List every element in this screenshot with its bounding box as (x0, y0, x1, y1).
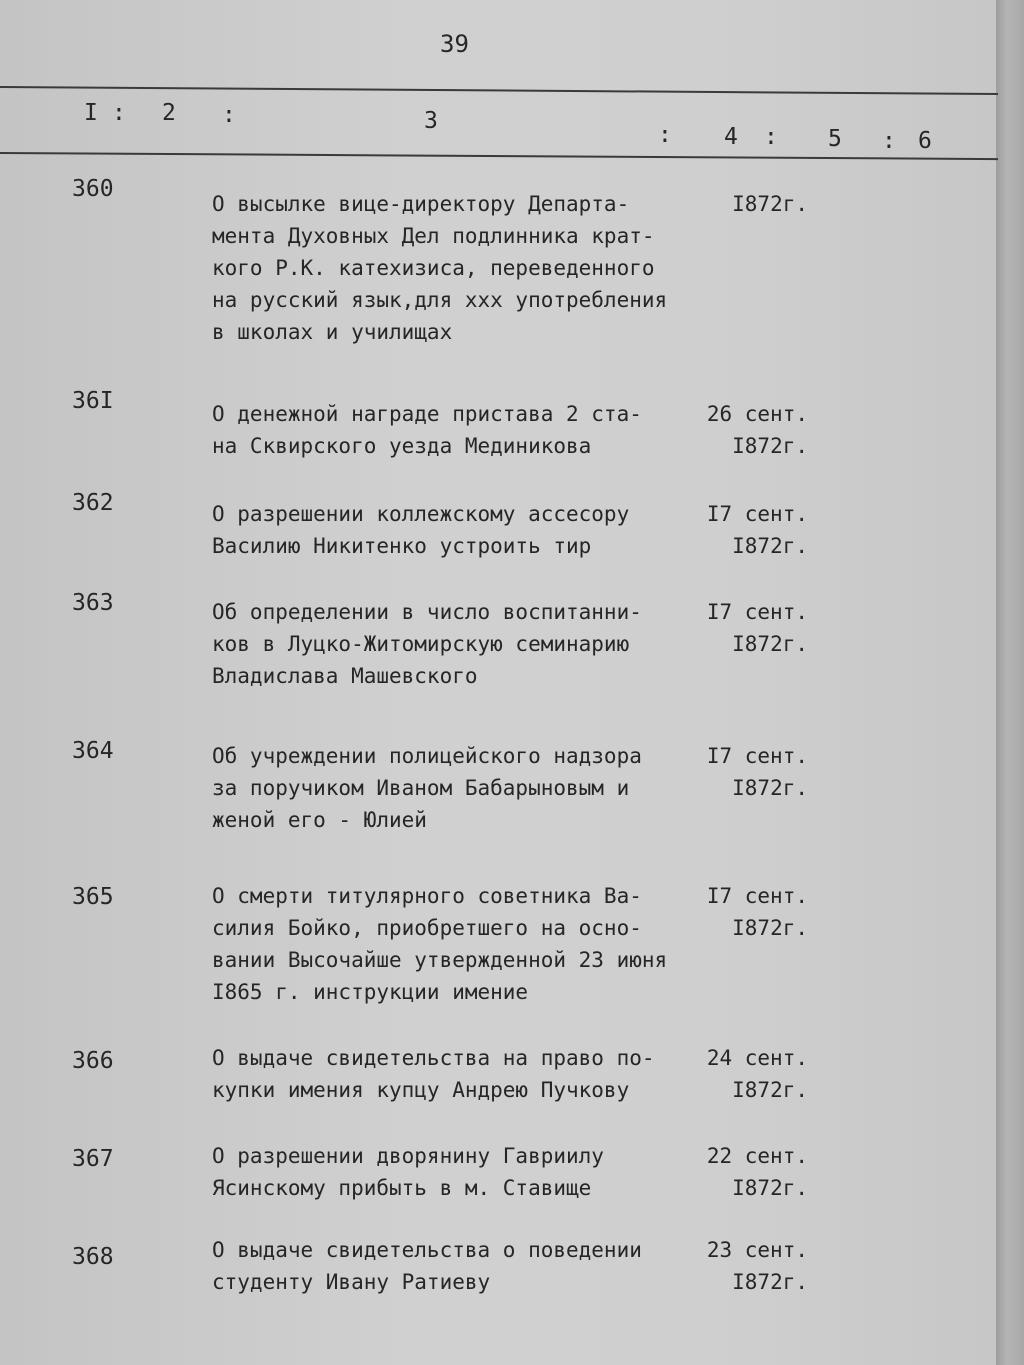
description-line: О выдаче свидетельства о поведении (212, 1238, 642, 1262)
record-number: 363 (72, 590, 114, 616)
date-line: I872г. (732, 1176, 808, 1200)
description-line: Ясинскому прибыть в м. Ставище (212, 1176, 592, 1200)
description-line: кого Р.К. катехизиса, переведенного (212, 256, 655, 280)
date-line: I872г. (732, 1270, 808, 1294)
column-separator: : (222, 102, 236, 128)
description-line: О высылке вице-директору Департа- (212, 192, 630, 216)
record-date (678, 1234, 808, 1298)
column-header-1: I (84, 100, 98, 126)
record-description (212, 1042, 702, 1106)
page-edge-shadow (996, 0, 1024, 1365)
description-line: купки имения купцу Андрею Пучкову (212, 1078, 630, 1102)
column-header-2: 2 (162, 100, 176, 126)
description-line: О выдаче свидетельства на право по- (212, 1046, 655, 1070)
date-line: I872г. (732, 632, 808, 656)
column-header-4: 4 (724, 124, 738, 150)
date-line: I7 сент. (706, 600, 808, 624)
record-date (678, 880, 808, 944)
description-line: О денежной награде пристава 2 ста- (212, 402, 642, 426)
description-line: силия Бойко, приобретшего на осно- (212, 916, 642, 940)
description-line: Об учреждении полицейского надзора (212, 744, 642, 768)
record-number: 365 (72, 884, 114, 910)
description-line: I865 г. инструкции имение (212, 980, 529, 1004)
column-separator: : (658, 122, 672, 148)
record-date (678, 740, 808, 804)
record-number: 366 (72, 1048, 114, 1074)
description-line: за поручиком Иваном Бабарыновым и (212, 776, 630, 800)
date-line: 23 сент. (706, 1238, 808, 1262)
date-line: I872г. (732, 434, 808, 458)
record-date (678, 1042, 808, 1106)
description-line: мента Духовных Дел подлинника крат- (212, 224, 655, 248)
column-separator: : (764, 124, 778, 150)
description-line: студенту Ивану Ратиеву (212, 1270, 491, 1294)
date-line: I872г. (732, 916, 808, 940)
description-line: Василию Никитенко устроить тир (212, 534, 592, 558)
record-description (212, 188, 702, 348)
record-number: 36I (72, 388, 114, 414)
column-separator: : (882, 128, 896, 154)
record-description (212, 1234, 702, 1298)
record-description (212, 1140, 702, 1204)
header-rule-top (0, 86, 998, 95)
record-date (678, 596, 808, 660)
header-rule-bottom (0, 152, 998, 160)
column-header-6: 6 (918, 128, 932, 154)
description-line: ков в Луцко-Житомирскую семинарию (212, 632, 630, 656)
date-line: I872г. (732, 1078, 808, 1102)
record-date (678, 398, 808, 462)
date-line: I872г. (732, 192, 808, 216)
record-description (212, 596, 702, 692)
column-header-5: 5 (828, 126, 842, 152)
record-description (212, 498, 702, 562)
description-line: вании Высочайше утвержденной 23 июня (212, 948, 668, 972)
description-line: Владислава Машевского (212, 664, 478, 688)
record-date (678, 188, 808, 220)
description-line: О разрешении дворянину Гавриилу (212, 1144, 604, 1168)
description-line: О смерти титулярного советника Ва- (212, 884, 642, 908)
record-description (212, 398, 702, 462)
record-description (212, 740, 702, 836)
record-date (678, 1140, 808, 1204)
date-line: 24 сент. (706, 1046, 808, 1070)
column-separator: : (112, 100, 126, 126)
record-number: 364 (72, 738, 114, 764)
description-line: на Сквирского уезда Мединикова (212, 434, 592, 458)
page-number: 39 (440, 30, 469, 58)
date-line: I7 сент. (706, 502, 808, 526)
description-line: в школах и училищах (212, 320, 453, 344)
record-number: 368 (72, 1244, 114, 1270)
column-header-3: 3 (424, 108, 438, 134)
date-line: 22 сент. (706, 1144, 808, 1168)
date-line: 26 сент. (706, 402, 808, 426)
date-line: I7 сент. (706, 884, 808, 908)
record-description (212, 880, 702, 1008)
record-date (678, 498, 808, 562)
date-line: I7 сент. (706, 744, 808, 768)
description-line: О разрешении коллежскому ассесору (212, 502, 630, 526)
description-line: на русский язык,для xxx употребления (212, 288, 668, 312)
description-line: женой его - Юлией (212, 808, 427, 832)
date-line: I872г. (732, 776, 808, 800)
date-line: I872г. (732, 534, 808, 558)
record-number: 360 (72, 176, 114, 202)
record-number: 367 (72, 1146, 114, 1172)
description-line: Об определении в число воспитанни- (212, 600, 642, 624)
record-number: 362 (72, 490, 114, 516)
